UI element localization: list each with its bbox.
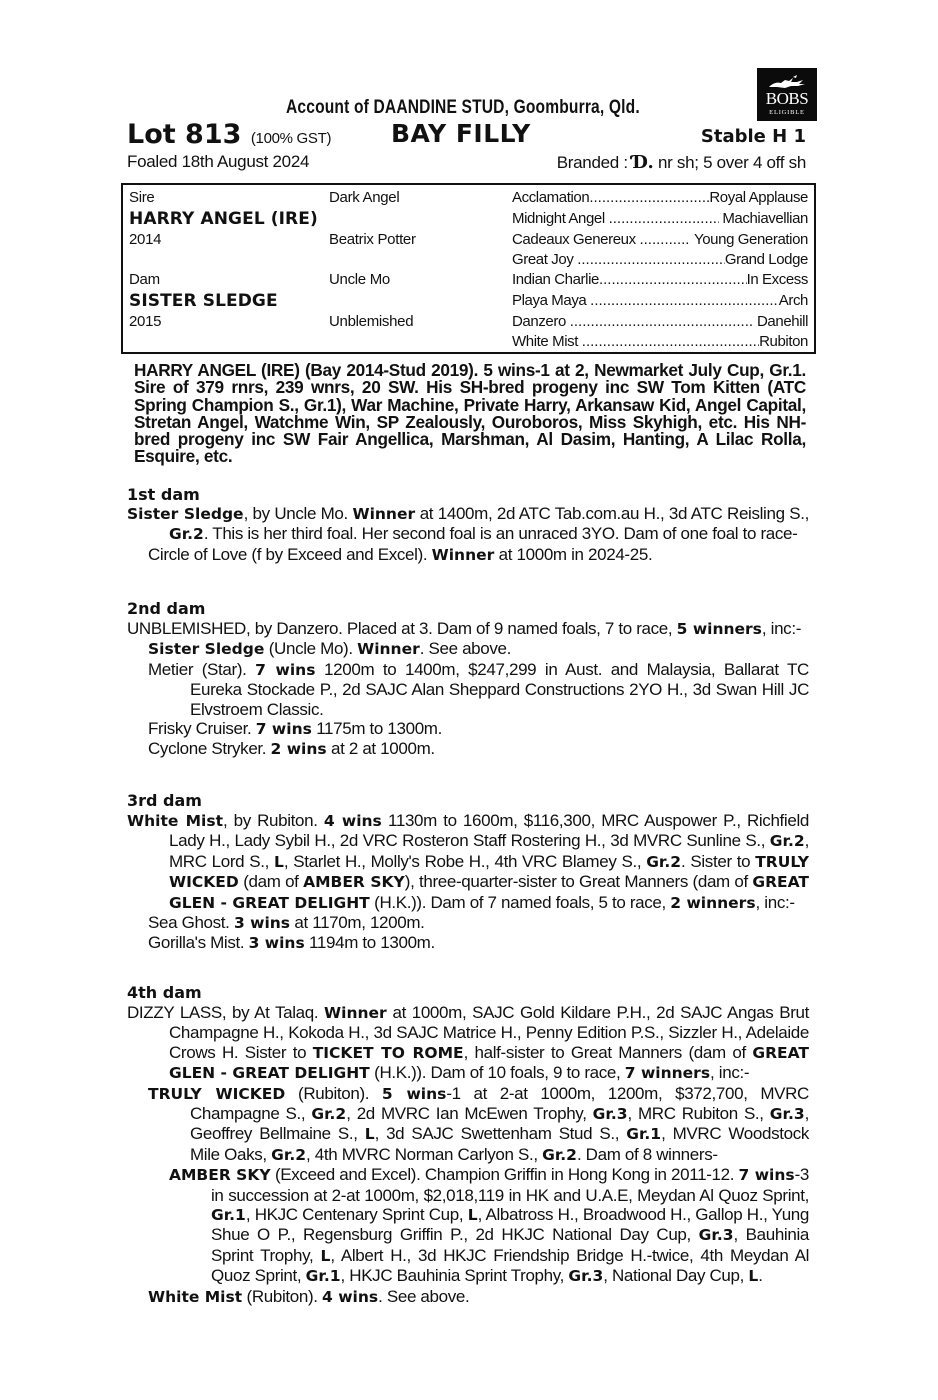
- text: Gorilla's Mist.: [148, 933, 249, 953]
- text: . Dam of 8 winners-: [576, 1144, 718, 1164]
- horse-sex: BAY FILLY: [391, 119, 531, 148]
- dam-section-1: [127, 504, 809, 565]
- bold-text: 4 wins: [323, 812, 382, 830]
- brand-description: [557, 152, 806, 173]
- grandparent-left: White Mist: [512, 333, 579, 350]
- text: Sea Ghost.: [148, 913, 234, 933]
- text: (Rubiton).: [285, 1083, 382, 1103]
- text: (Exceed and Excel). Champion Griffin in Hong Kong in 2011-12.: [270, 1165, 739, 1185]
- text: , Albert H., 3d HKJC Friendship Bridge H.-twice, 4th Meydan Al Quoz Sprint,: [211, 1245, 809, 1286]
- grandparent-row: [512, 189, 808, 206]
- text: , inc:-: [710, 1063, 750, 1083]
- bold-text: L: [364, 1125, 375, 1144]
- bold-text: Winner: [352, 505, 416, 523]
- stable-location: Stable H 1: [700, 126, 806, 147]
- dam-year: 2015: [129, 313, 162, 330]
- text: , MVRC Woodstock Mile Oaks,: [190, 1124, 809, 1164]
- text: 1200m to 1400m, $247,299 in Aust. and Malaysia, Ballarat TC Eureka Stockade P., 2d SAJC Alan Sheppard Constructions 2YO H., 3d Swan Hill JC Elvstroem Classic.: [190, 659, 809, 719]
- bold-text: Gr.1: [305, 1267, 341, 1286]
- grandparent-left: Indian Charlie: [512, 271, 599, 288]
- sire-dam: Beatrix Potter: [329, 231, 416, 248]
- bold-text: 7 winners: [624, 1064, 711, 1083]
- lot-label: Lot 813: [127, 119, 242, 150]
- bobs-eligible-logo: [757, 68, 817, 121]
- text: 1175m to 1300m.: [311, 719, 442, 739]
- text: at 1000m in 2024-25.: [494, 544, 653, 564]
- text: , Geoffrey Bellmaine S.,: [190, 1104, 809, 1144]
- branded-detail: nr sh; 5 over 4 off sh: [657, 153, 806, 172]
- progeny-entry: [127, 913, 809, 933]
- section-heading-3rd-dam: 3rd dam: [127, 791, 202, 810]
- dam-dam: Unblemished: [329, 313, 414, 330]
- bold-text: 5 wins: [381, 1084, 447, 1103]
- bold-text: Winner: [324, 1004, 387, 1022]
- text: , MRC Lord S.,: [169, 831, 809, 871]
- branded-label: Branded :: [556, 153, 628, 172]
- sire-year: 2014: [129, 231, 162, 248]
- dam-entry: [127, 811, 809, 913]
- bold-text: AMBER SKY: [169, 1166, 271, 1185]
- sire-label: Sire: [129, 189, 155, 206]
- progeny-entry: [127, 545, 809, 565]
- dam-label: Dam: [129, 271, 160, 288]
- dam-entry: [127, 619, 809, 639]
- grandparent-row: [512, 271, 808, 288]
- text: UNBLEMISHED, by Danzero. Placed at 3. Dam of 9 named foals, 7 to race,: [127, 619, 677, 638]
- text: Circle of Love (f by Exceed and Excel).: [148, 544, 432, 564]
- bold-text: Gr.3: [568, 1267, 604, 1286]
- bold-text: 3 wins: [233, 914, 291, 933]
- text: 1130m to 1600m, $116,300, MRC Auspower P., Richfield Lady H., Lady Sybil H., 2d VRC Rosteron Staff Rostering H., 3d MVRC Sunline S.,: [169, 811, 809, 851]
- text: , MRC Rubiton S.,: [627, 1104, 770, 1124]
- bold-text: L: [274, 852, 284, 871]
- text: DIZZY LASS, by At Talaq.: [127, 1003, 325, 1022]
- lot-number: [127, 119, 331, 150]
- bold-text: Gr.2: [169, 525, 204, 544]
- grandparent-row: [512, 333, 808, 350]
- text: 1194m to 1300m.: [304, 933, 435, 953]
- bold-text: Sister Sledge: [127, 505, 244, 523]
- text: ), three-quarter-sister to Great Manners (dam of: [404, 872, 753, 892]
- text: at 1400m, 2d ATC Tab.com.au H., 3d ATC Reisling S.,: [415, 504, 809, 523]
- bold-text: 2 wins: [270, 740, 327, 759]
- bold-text: White Mist: [148, 1287, 243, 1306]
- text: at 1000m, SAJC Gold Kildare P.H., 2d SAJC Angas Brut Champagne H., Kokoda H., 3d SAJC Matrice H., Penny Edition P.S., Sizzler H., Adelaide Crows H. Sister to: [169, 1003, 810, 1062]
- grandparent-right: In Excess: [746, 271, 808, 288]
- bold-text: Sister Sledge: [148, 640, 265, 659]
- text: , half-sister to Great Manners (dam of: [463, 1042, 753, 1062]
- text: Metier (Star).: [148, 659, 256, 679]
- text: (Rubiton).: [242, 1286, 323, 1306]
- gst-note: (100% GST): [250, 130, 332, 147]
- progeny-entry: [127, 660, 809, 719]
- progeny-entry: [127, 1165, 809, 1286]
- bold-text: TRULY WICKED: [148, 1084, 286, 1103]
- bold-text: 7 wins: [255, 660, 316, 679]
- grandparent-left: Danzero: [512, 313, 566, 330]
- text: , 4th MVRC Norman Carlyon S.,: [306, 1144, 543, 1164]
- bold-text: L: [467, 1206, 478, 1225]
- text: , HKJC Bauhinia Sprint Trophy,: [340, 1266, 569, 1286]
- grandparent-left: Midnight Angel: [512, 210, 605, 227]
- bold-text: 2 winners: [670, 893, 756, 912]
- pedigree-table: [121, 183, 816, 354]
- grandparent-left: Acclamation: [512, 189, 590, 206]
- bold-text: Gr.3: [769, 1105, 805, 1124]
- grandparent-left: Great Joy: [512, 251, 574, 268]
- grandparent-row: [512, 210, 808, 227]
- progeny-entry: [127, 639, 809, 659]
- vendor-account: Account of DAANDINE STUD, Goomburra, Qld.: [286, 97, 640, 118]
- grandparent-right: Royal Applause: [709, 189, 808, 206]
- grandparent-right: Young Generation: [694, 231, 808, 248]
- bold-text: Gr.2: [271, 1145, 307, 1164]
- grandparent-row: [512, 313, 808, 330]
- section-heading-1st-dam: 1st dam: [127, 485, 200, 504]
- progeny-entry: [127, 1287, 809, 1307]
- text: at 1170m, 1200m.: [290, 913, 425, 933]
- progeny-entry: [127, 1084, 809, 1166]
- text: , Starlet H., Molly's Robe H., 4th VRC Blamey S.,: [283, 851, 647, 871]
- text: -1 at 2-at 1000m, 1200m, $372,700, MVRC Champagne S.,: [190, 1083, 809, 1124]
- text: , inc:-: [755, 892, 795, 912]
- text: , 3d SAJC Swettenham Stud S.,: [374, 1124, 627, 1144]
- section-heading-4th-dam: 4th dam: [127, 983, 202, 1002]
- bold-text: 5 winners: [676, 620, 762, 638]
- dam-name: SISTER SLEDGE: [129, 291, 278, 311]
- bold-text: 3 wins: [248, 934, 305, 953]
- text: .: [758, 1266, 763, 1286]
- bold-text: 4 wins: [322, 1287, 379, 1306]
- bold-text: Gr.1: [211, 1206, 246, 1225]
- bold-text: Gr.3: [592, 1105, 628, 1124]
- text: (dam of: [238, 872, 304, 892]
- text: , by Rubiton.: [223, 811, 324, 830]
- text: (H.K.)). Dam of 7 named foals, 5 to race,: [369, 892, 671, 912]
- section-heading-2nd-dam: 2nd dam: [127, 599, 206, 618]
- grandparent-right: Arch: [778, 292, 808, 309]
- bold-text: L: [320, 1246, 331, 1265]
- text: (H.K.)). Dam of 10 foals, 9 to race,: [369, 1063, 625, 1083]
- bold-text: Gr.2: [646, 852, 682, 871]
- bold-text: Gr.1: [626, 1125, 662, 1144]
- dam-sire: Uncle Mo: [329, 271, 390, 288]
- progeny-entry: [127, 933, 809, 953]
- text: at 2 at 1000m.: [326, 739, 435, 759]
- grandparent-row: [512, 292, 808, 309]
- bold-text: GREAT GLEN - GREAT DELIGHT: [169, 1043, 809, 1083]
- bold-text: TICKET TO ROME: [312, 1043, 464, 1062]
- grandparent-left: Playa Maya: [512, 292, 587, 309]
- grandparent-row: [512, 231, 808, 248]
- text: , 2d MVRC Ian McEwen Trophy,: [346, 1104, 593, 1124]
- text: -3 in succession at 2-at 1000m, $2,018,119 in HK and U.A.E, Meydan Al Quoz Sprint,: [211, 1165, 810, 1205]
- bold-text: Gr.2: [769, 832, 805, 851]
- bold-text: AMBER SKY: [303, 873, 405, 892]
- bold-text: Gr.3: [698, 1226, 734, 1245]
- bold-text: Gr.2: [311, 1105, 347, 1124]
- grandparent-left: Cadeaux Genereux: [512, 231, 636, 248]
- logo-subtitle: ELIGIBLE: [769, 109, 805, 116]
- text: , inc:-: [761, 619, 802, 638]
- foaled-date: Foaled 18th August 2024: [127, 152, 310, 171]
- text: , Bauhinia Sprint Trophy,: [211, 1225, 809, 1265]
- grandparent-right: Machiavellian: [722, 210, 808, 227]
- progeny-entry: [127, 719, 809, 739]
- text: Frisky Cruiser.: [148, 719, 256, 739]
- text: , Albatross H., Broadwood H., Gallop H., Yung Shue O P., Regensburg Griffin P., 2d HKJC National Day Cup,: [211, 1205, 810, 1245]
- bold-text: 7 wins: [738, 1166, 795, 1185]
- text: (Uncle Mo).: [264, 639, 358, 659]
- sire-sire: Dark Angel: [329, 189, 400, 206]
- bold-text: Winner: [431, 545, 495, 564]
- text: , HKJC Centenary Sprint Cup,: [245, 1205, 468, 1225]
- grandparent-right: Rubiton: [759, 333, 808, 350]
- bold-text: TRULY WICKED: [169, 852, 809, 892]
- dam-entry: [127, 1003, 809, 1084]
- text: , National Day Cup,: [603, 1266, 749, 1286]
- bold-text: L: [748, 1267, 759, 1286]
- bold-text: Winner: [357, 640, 420, 659]
- text: Cyclone Stryker.: [148, 739, 271, 759]
- grandparent-row: [512, 251, 808, 268]
- text: . See above.: [378, 1286, 470, 1306]
- text: . This is her third foal. Her second foal is an unraced 3YO. Dam of one foal to race-: [203, 524, 798, 544]
- text: . Sister to: [681, 851, 756, 871]
- brand-mark-icon: Ɗ.: [632, 152, 654, 173]
- dam-section-4: [127, 1003, 809, 1307]
- dam-section-3: [127, 811, 809, 954]
- dam-section-2: [127, 619, 809, 760]
- grandparent-right: Grand Lodge: [724, 251, 808, 268]
- bold-text: White Mist: [127, 812, 223, 830]
- text: . See above.: [419, 639, 512, 659]
- sire-name: HARRY ANGEL (IRE): [129, 209, 318, 229]
- bold-text: Gr.2: [542, 1145, 577, 1164]
- text: , by Uncle Mo.: [243, 504, 353, 523]
- bold-text: 7 wins: [255, 720, 312, 739]
- progeny-entry: [127, 739, 809, 759]
- logo-title: BOBS: [765, 89, 809, 108]
- sire-summary: HARRY ANGEL (IRE) (Bay 2014-Stud 2019). 5 wins-1 at 2, Newmarket July Cup, Gr.1. Sire of 379 rnrs, 239 wnrs, 20 SW. His SH-bred progeny inc SW Tom Kitten (ATC Spring Champion S., Gr.1), War Machine, Private Harry, Arkansaw Kid, Angel Capital, Stretan Angel, Watchme Win, SP Zealously, Ouroboros, Miss Skyhigh, etc. His NH-bred progeny inc SW Fair Angellica, Marshman, Al Dasim, Hanting, A Lilac Rolla, Esquire, etc.: [134, 360, 806, 467]
- grandparent-right: Danehill: [757, 313, 808, 330]
- bold-text: GREAT GLEN - GREAT DELIGHT: [169, 873, 809, 912]
- dam-entry: [127, 504, 809, 545]
